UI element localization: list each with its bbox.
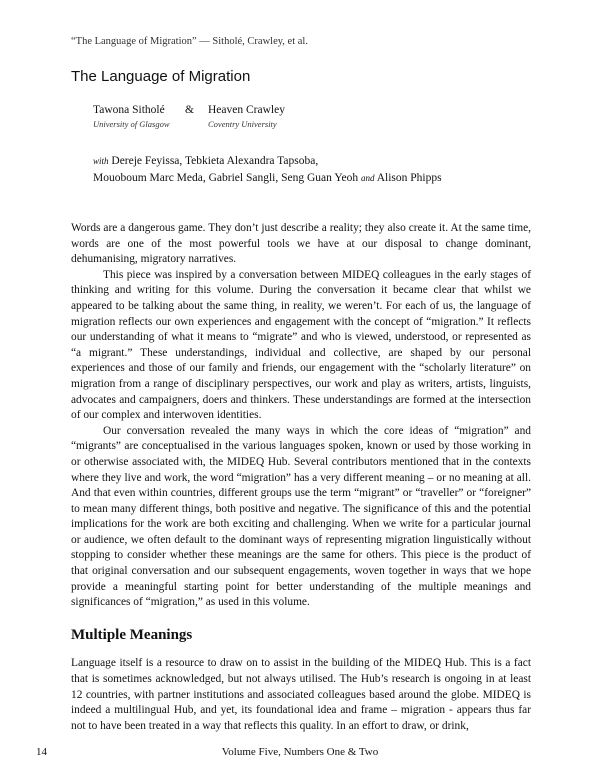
with-label: with <box>93 156 109 166</box>
page-number: 14 <box>36 746 47 758</box>
author-name: Tawona Sitholé <box>93 104 165 116</box>
author-name: Heaven Crawley <box>208 104 285 116</box>
contributors-text: Dereje Feyissa, Tebkieta Alexandra Tapsoba, <box>111 155 319 167</box>
contributors <box>93 153 543 187</box>
paragraph: Our conversation revealed the many ways in which the core ideas of “migration” and “migrants” are conceptualised in the various languages spoken, known or used by those working in or otherwise associated with, the MIDEQ Hub. Several contributors mentioned that in the contexts where they live and work, the word “migration” has a very different meaning – or no meaning at all. And that even within countries, different groups use the term “migrant” or “traveller” or “foreigner” to mean many different things, both positive and negative. The significance of this and the potential implications for the work are both exciting and challenging. When we write for a particular journal or audience, we often default to the dominant ways of representing migration linguistically without stopping to consider whether these meanings are the same for others. This piece is the product of that original conversation and our subsequent engagements, woven together in ways that we hope provide a meaningful starting point for better understanding of the multiple meanings and significances of “migration,” as used in this volume. <box>71 424 531 609</box>
author-block <box>93 104 285 129</box>
author-affiliations-row <box>93 119 285 129</box>
author-separator: & <box>185 104 194 116</box>
section-heading: Multiple Meanings <box>71 626 193 643</box>
running-head: “The Language of Migration” — Sitholé, Crawley, et al. <box>71 36 308 47</box>
author-affiliation: Coventry University <box>208 119 277 129</box>
article-body <box>71 221 531 734</box>
contributors-text: Mouoboum Marc Meda, Gabriel Sangli, Seng Guan Yeoh <box>93 172 359 184</box>
footer-volume: Volume Five, Numbers One & Two <box>221 746 379 758</box>
and-label: and <box>360 173 375 183</box>
paragraph: Language itself is a resource to draw on to assist in the building of the MIDEQ Hub. This is a fact that is sometimes acknowledged, but not always utilised. The Hub’s research is ongoing in at least 12 countries, with partner institutions and associated colleagues based around the globe. MIDEQ is indeed a multilingual Hub, and yet, its foundational idea and frame – migration - appears thus far not to have been treated in a way that reflects this quality. In an effort to draw, or drink, <box>71 657 531 732</box>
author-affiliation: University of Glasgow <box>93 119 170 129</box>
contributors-text: Alison Phipps <box>376 172 442 184</box>
article-title: The Language of Migration <box>71 68 251 85</box>
paragraph: This piece was inspired by a conversation between MIDEQ colleagues in the early stages of thinking and writing for this volume. During the conversation it became clear that whilst we appeared to be talking about the same thing, in reality, we weren’t. For each of us, the language of migration reflects our own experiences and engagement with the concept of “migration.” It reflects our understanding of what it means to “migrate” and who is viewed, understood, or represented as “a migrant.” These understandings, individual and collective, are shaped by our personal experiences and those of our family and friends, our engagement with the “scholarly literature” on migration from a range of disciplinary perspectives, our work and play as writers, artists, linguists, advocates and campaigners, doers and thinkers. These understandings are formed at the intersection of our complex and interwoven identities. <box>71 268 531 422</box>
author-names-row <box>93 104 285 116</box>
contributors-line-1 <box>93 153 543 170</box>
paragraph: Words are a dangerous game. They don’t just describe a reality; they also create it. At the same time, words are one of the most powerful tools we have at our disposal to change dominant, dehumanising, migratory narratives. <box>71 222 531 266</box>
contributors-line-2 <box>93 170 543 187</box>
